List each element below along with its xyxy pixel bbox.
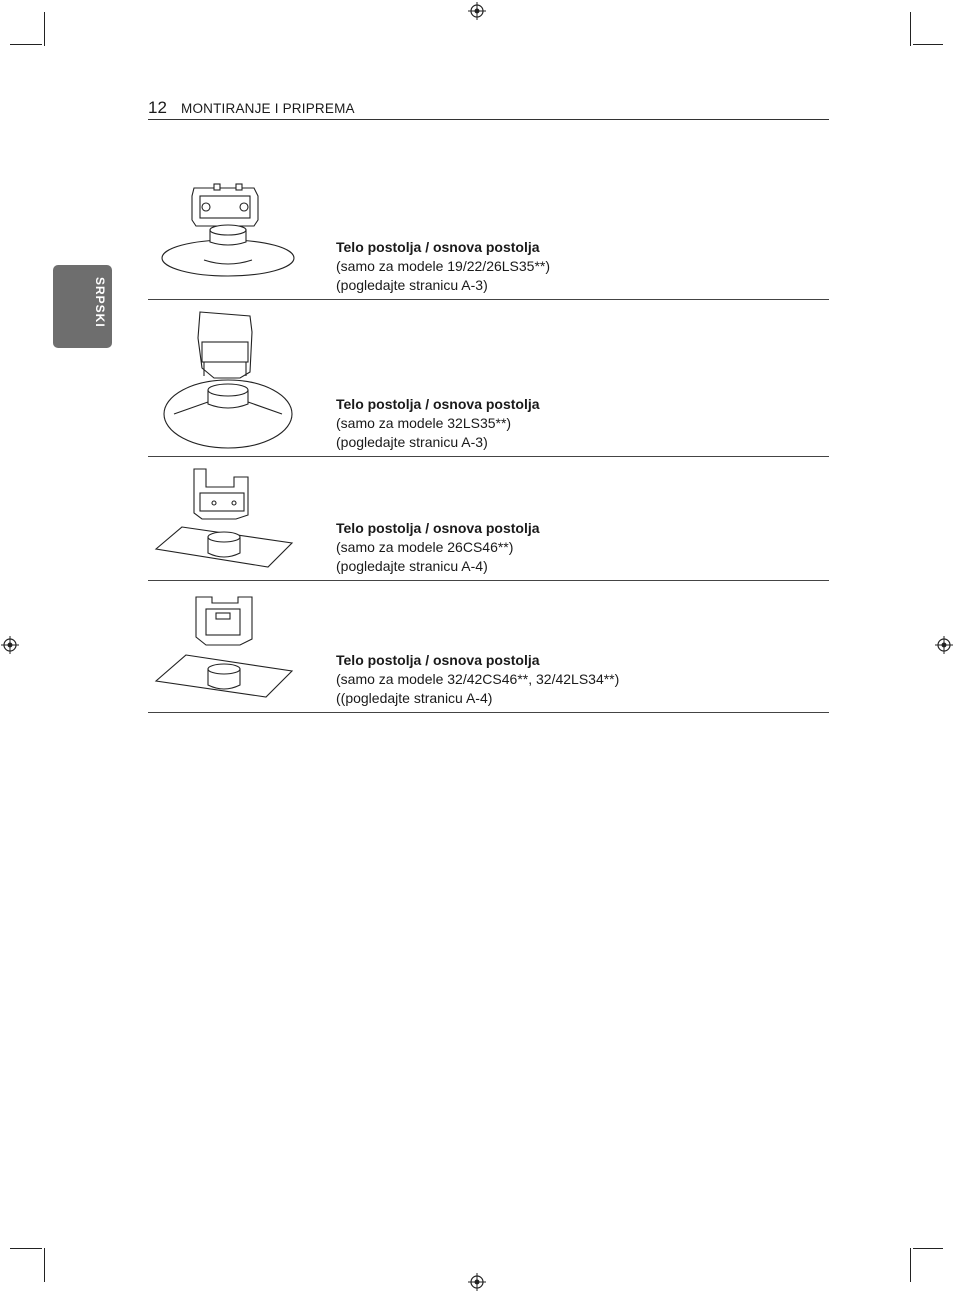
oval-stand-icon [154,308,302,452]
page-header [148,98,829,120]
crop-mark [910,12,911,46]
item-title: Telo postolja / osnova postolja [336,396,540,412]
item-description [336,651,619,708]
list-item [148,457,829,581]
item-description [336,519,540,576]
page-number: 12 [148,98,167,117]
item-models: (samo za modele 32/42CS46**, 32/42LS34**) [336,671,620,687]
item-description [336,395,540,452]
item-reference: (pogledajte stranicu A-3) [336,434,488,450]
crop-mark [913,44,943,45]
crop-mark [913,1248,943,1249]
item-models: (samo za modele 19/22/26LS35**) [336,258,551,274]
item-reference: ((pogledajte stranicu A-4) [336,690,493,706]
rectangular-stand-icon [154,463,302,573]
list-item [148,300,829,457]
large-rectangular-stand-icon [154,593,302,705]
item-title: Telo postolja / osnova postolja [336,520,540,536]
item-reference: (pogledajte stranicu A-4) [336,558,488,574]
item-models: (samo za modele 32LS35**) [336,415,512,431]
language-tab [53,265,112,348]
list-item [148,130,829,300]
item-models: (samo za modele 26CS46**) [336,539,514,555]
crop-mark [44,12,45,46]
crop-mark [44,1248,45,1282]
crop-mark [10,44,42,45]
item-title: Telo postolja / osnova postolja [336,239,540,255]
crop-mark [910,1248,911,1282]
registration-mark-icon [468,1273,486,1291]
round-stand-icon [154,182,302,286]
registration-mark-icon [468,2,486,20]
crop-mark [10,1248,42,1249]
item-title: Telo postolja / osnova postolja [336,652,540,668]
list-item [148,581,829,713]
registration-mark-icon [935,636,953,654]
item-reference: (pogledajte stranicu A-3) [336,277,488,293]
section-title: MONTIRANJE I PRIPREMA [181,101,355,116]
registration-mark-icon [1,636,19,654]
item-description [336,238,550,295]
language-label: SRPSKI [93,277,107,328]
